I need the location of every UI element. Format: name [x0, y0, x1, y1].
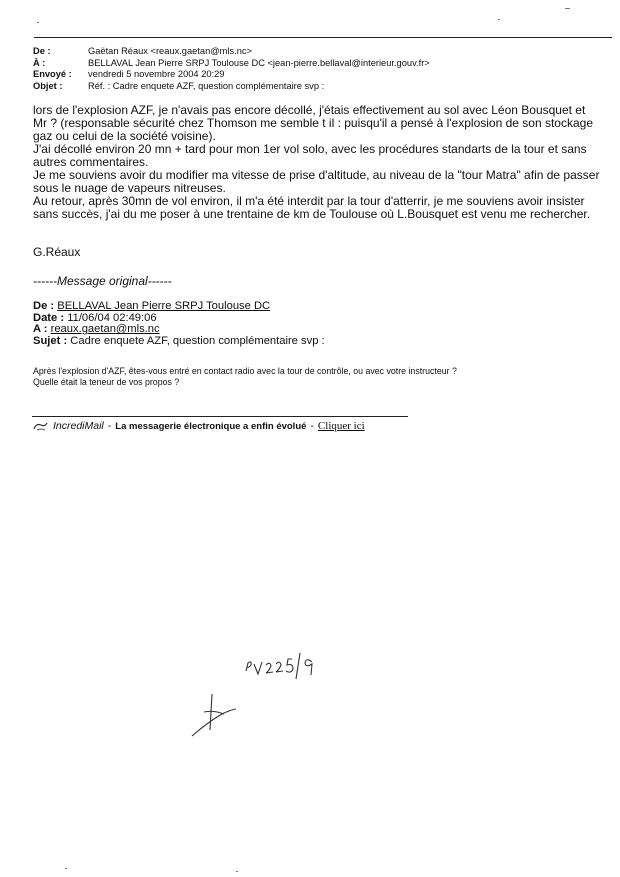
body-line: lors de l'explosion AZF, je n'avais pas encore décollé, j'étais effectivement au sol avec Léon Bousquet et — [33, 104, 586, 117]
header-subject-label: Objet : — [33, 80, 63, 91]
body-line: J'ai décollé environ 20 mn + tard pour mon 1er vol solo, avec les procédures standarts de la tour et sans — [33, 142, 587, 156]
email-header — [33, 46, 430, 92]
original-to-label: A : — [33, 323, 48, 336]
footer-brand: IncrediMail — [53, 420, 104, 432]
header-sent-label: Envoyé : — [33, 69, 72, 79]
email-body — [33, 104, 620, 221]
header-subject-value: Réf. : Cadre enquete AZF, question complémentaire svp : — [88, 80, 325, 91]
footer-divider — [32, 416, 408, 417]
body-line: gaz ou celui de la société voisine). — [33, 129, 216, 143]
original-subject-value: Cadre enquete AZF, question complémentaire svp : — [70, 334, 325, 347]
header-from-label: De : — [33, 46, 51, 56]
header-to-row — [33, 58, 430, 70]
original-message-separator: ------Message original------ — [33, 274, 172, 288]
body-line: Je me souviens avoir du modifier ma vitesse de prise d'altitude, au niveau de la "tour Matra" afin de passer — [33, 168, 600, 182]
footer-dash-2: - — [310, 420, 314, 432]
body-line: Mr ? (responsable sécurité chez Thomson me semble t il : puisqu'il a pensé à l'explosion de son stockage — [33, 116, 593, 130]
original-message-header — [33, 301, 325, 347]
handwritten-signature-mark — [190, 692, 240, 740]
body-line: sans succès, j'ai du me poser à une trentaine de km de Toulouse où L.Bousquet est venu me rechercher. — [33, 207, 591, 221]
header-sent-value: vendredi 5 novembre 2004 20:29 — [88, 69, 225, 79]
original-body-line: Quelle était la teneur de vos propos ? — [33, 376, 180, 387]
body-line: autres commentaires. — [33, 155, 149, 169]
original-from-value[interactable]: BELLAVAL Jean Pierre SRPJ Toulouse DC — [57, 300, 271, 312]
original-from-label: De : — [33, 300, 55, 312]
header-to-value: BELLAVAL Jean Pierre SRPJ Toulouse DC <jean-pierre.bellaval@interieur.gouv.fr> — [88, 57, 430, 68]
original-body-line: Après l'explosion d'AZF, êtes-vous entré en contact radio avec la tour de contrôle, ou avec votre instructeur ? — [33, 366, 457, 376]
body-line: Au retour, après 30mn de vol environ, il m'a été interdit par la tour d'atterrir, je me souviens avoir insister — [33, 194, 585, 208]
header-from-value: Gaëtan Réaux <reaux.gaetan@mls.nc> — [88, 46, 252, 56]
body-line: sous le nuage de vapeurs nitreuses. — [33, 181, 226, 195]
original-to-email-link[interactable]: reaux.gaetan@mls.nc — [50, 323, 160, 336]
original-date-value: 11/06/04 02:49:06 — [67, 311, 157, 324]
original-subject-row — [33, 336, 325, 348]
original-date-label: Date : — [33, 311, 65, 324]
footer-dash: - — [107, 420, 112, 432]
header-to-label: À : — [33, 57, 46, 68]
handwritten-pv-stamp — [238, 645, 328, 685]
footer-click-here-link[interactable]: Cliquer ici — [317, 420, 365, 432]
header-subject-row — [33, 81, 430, 93]
header-sent-row — [33, 69, 430, 81]
email-signature: G.Réaux — [33, 245, 81, 259]
incredimail-logo-icon — [33, 421, 49, 432]
original-subject-label: Sujet : — [33, 334, 68, 347]
header-divider — [34, 37, 612, 38]
original-message-body — [33, 366, 457, 387]
header-from-row — [33, 46, 430, 58]
footer-tagline: La messagerie électronique a enfin évolué — [115, 420, 307, 432]
incredimail-footer — [33, 420, 365, 432]
